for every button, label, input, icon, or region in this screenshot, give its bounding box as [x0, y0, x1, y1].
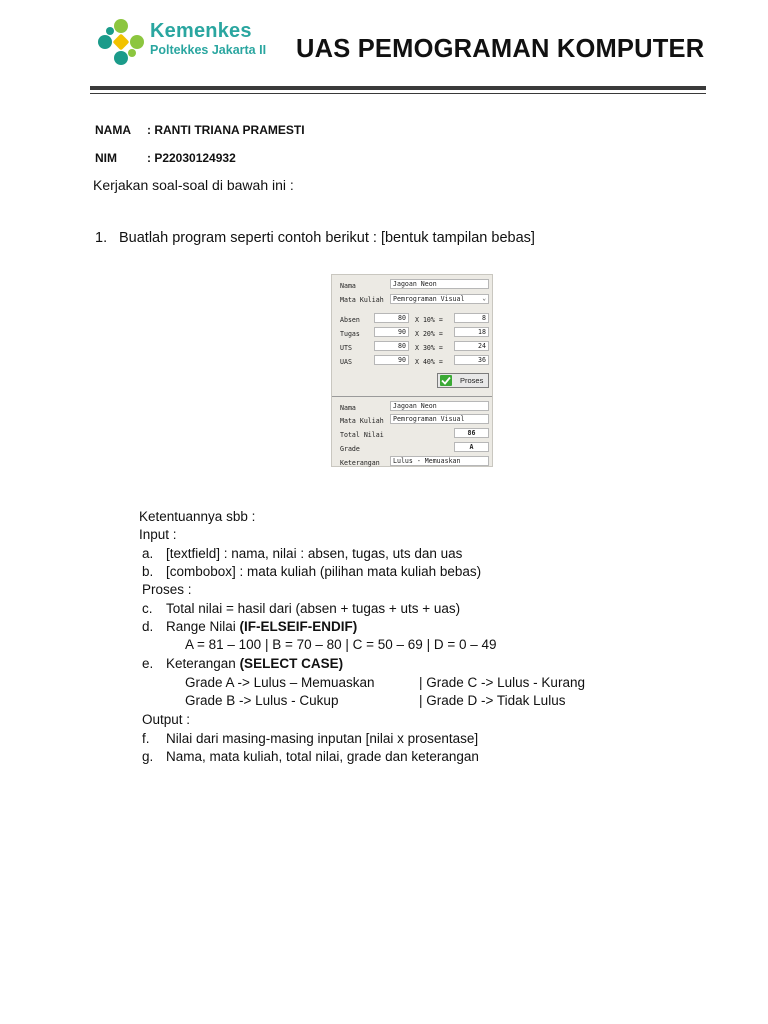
rule-d-marker: d. — [142, 619, 154, 634]
rule-f-marker: f. — [142, 731, 150, 746]
app-tugas-label: Tugas — [340, 330, 360, 338]
instruction-text: Kerjakan soal-soal di bawah ini : — [93, 177, 294, 193]
app-grade-label: Grade — [340, 445, 360, 453]
app-total-label: Total Nilai — [340, 431, 384, 439]
rule-a-text: [textfield] : nama, nilai : absen, tugas, uts dan uas — [166, 546, 463, 561]
rule-f-text: Nilai dari masing-masing inputan [nilai x prosentase] — [166, 731, 479, 746]
app-uts-operator: X 30% = — [415, 344, 443, 352]
nim-value: : P22030124932 — [147, 151, 236, 165]
app-nama-field[interactable]: Jagoan Neon — [390, 279, 489, 289]
kemenkes-logo-icon — [96, 18, 146, 66]
app-uts-label: UTS — [340, 344, 352, 352]
question-text: Buatlah program seperti contoh berikut : [bentuk tampilan bebas] — [119, 230, 535, 246]
proses-button-label: Proses — [460, 376, 484, 385]
app-total-field: 86 — [454, 428, 489, 438]
app-mk-combobox[interactable] — [390, 294, 489, 304]
app-uas-field[interactable]: 90 — [374, 355, 409, 365]
brand-subtitle: Poltekkes Jakarta II — [150, 43, 267, 57]
app-uas-label: UAS — [340, 358, 352, 366]
sample-app-screenshot — [331, 274, 493, 467]
app-tugas-operator: X 20% = — [415, 330, 443, 338]
rule-d-line — [166, 618, 357, 636]
rule-b-marker: b. — [142, 564, 154, 579]
rule-d-range: A = 81 – 100 | B = 70 – 80 | C = 50 – 69 | D = 0 – 49 — [185, 637, 497, 652]
rule-b-text: [combobox] : mata kuliah (pilihan mata kuliah bebas) — [166, 564, 482, 579]
input-heading: Input : — [139, 527, 177, 542]
rule-a-marker: a. — [142, 546, 154, 561]
rule-d-text: Range Nilai — [166, 619, 240, 634]
app-tugas-field[interactable]: 90 — [374, 327, 409, 337]
grade-d-text: | Grade D -> Tidak Lulus — [419, 693, 566, 708]
app-grade-field: A — [454, 442, 489, 452]
app-out-nama-field: Jagoan Neon — [390, 401, 489, 411]
rule-g-text: Nama, mata kuliah, total nilai, grade dan keterangan — [166, 749, 479, 764]
question-number: 1. — [95, 230, 108, 246]
nim-label: NIM — [95, 151, 117, 165]
app-uas-result: 36 — [454, 355, 489, 365]
rule-e-text: Keterangan — [166, 656, 240, 671]
chevron-down-icon: ⌄ — [482, 295, 486, 302]
app-out-nama-label: Nama — [340, 404, 356, 412]
rules-intro: Ketentuannya sbb : — [139, 509, 256, 524]
app-uts-field[interactable]: 80 — [374, 341, 409, 351]
app-keterangan-label: Keterangan — [340, 459, 380, 467]
header-rule-thin — [90, 93, 706, 94]
app-nama-label: Nama — [340, 282, 356, 290]
checkmark-icon — [440, 375, 452, 386]
app-absen-result: 8 — [454, 313, 489, 323]
app-divider — [332, 396, 492, 397]
rule-c-text: Total nilai = hasil dari (absen + tugas + uts + uas) — [166, 601, 461, 616]
grade-a-text: Grade A -> Lulus – Memuaskan — [185, 675, 375, 690]
app-absen-label: Absen — [340, 316, 360, 324]
grade-c-text: | Grade C -> Lulus - Kurang — [419, 675, 585, 690]
grade-b-text: Grade B -> Lulus - Cukup — [185, 693, 339, 708]
document-title: UAS PEMOGRAMAN KOMPUTER — [296, 35, 705, 63]
rule-c-marker: c. — [142, 601, 153, 616]
app-mk-label: Mata Kuliah — [340, 296, 384, 304]
app-absen-operator: X 10% = — [415, 316, 443, 324]
app-uas-operator: X 40% = — [415, 358, 443, 366]
rule-e-line — [166, 655, 343, 673]
rule-g-marker: g. — [142, 749, 154, 764]
nama-label: NAMA — [95, 123, 131, 137]
rule-d-keyword: (IF-ELSEIF-ENDIF) — [239, 619, 358, 634]
app-keterangan-field: Lulus - Memuaskan — [390, 456, 489, 466]
app-uts-result: 24 — [454, 341, 489, 351]
rule-e-marker: e. — [142, 656, 154, 671]
app-out-mk-field: Pemrograman Visual — [390, 414, 489, 424]
app-mk-combobox-value: Pemrograman Visual — [393, 295, 465, 303]
proses-button[interactable] — [437, 373, 489, 388]
proses-heading: Proses : — [142, 582, 192, 597]
app-out-mk-label: Mata Kuliah — [340, 417, 384, 425]
brand-name: Kemenkes — [150, 20, 252, 42]
app-tugas-result: 18 — [454, 327, 489, 337]
nama-value: : RANTI TRIANA PRAMESTI — [147, 123, 305, 137]
output-heading: Output : — [142, 712, 191, 727]
header-rule-thick — [90, 86, 706, 90]
rule-e-keyword: (SELECT CASE) — [239, 656, 344, 671]
app-absen-field[interactable]: 80 — [374, 313, 409, 323]
